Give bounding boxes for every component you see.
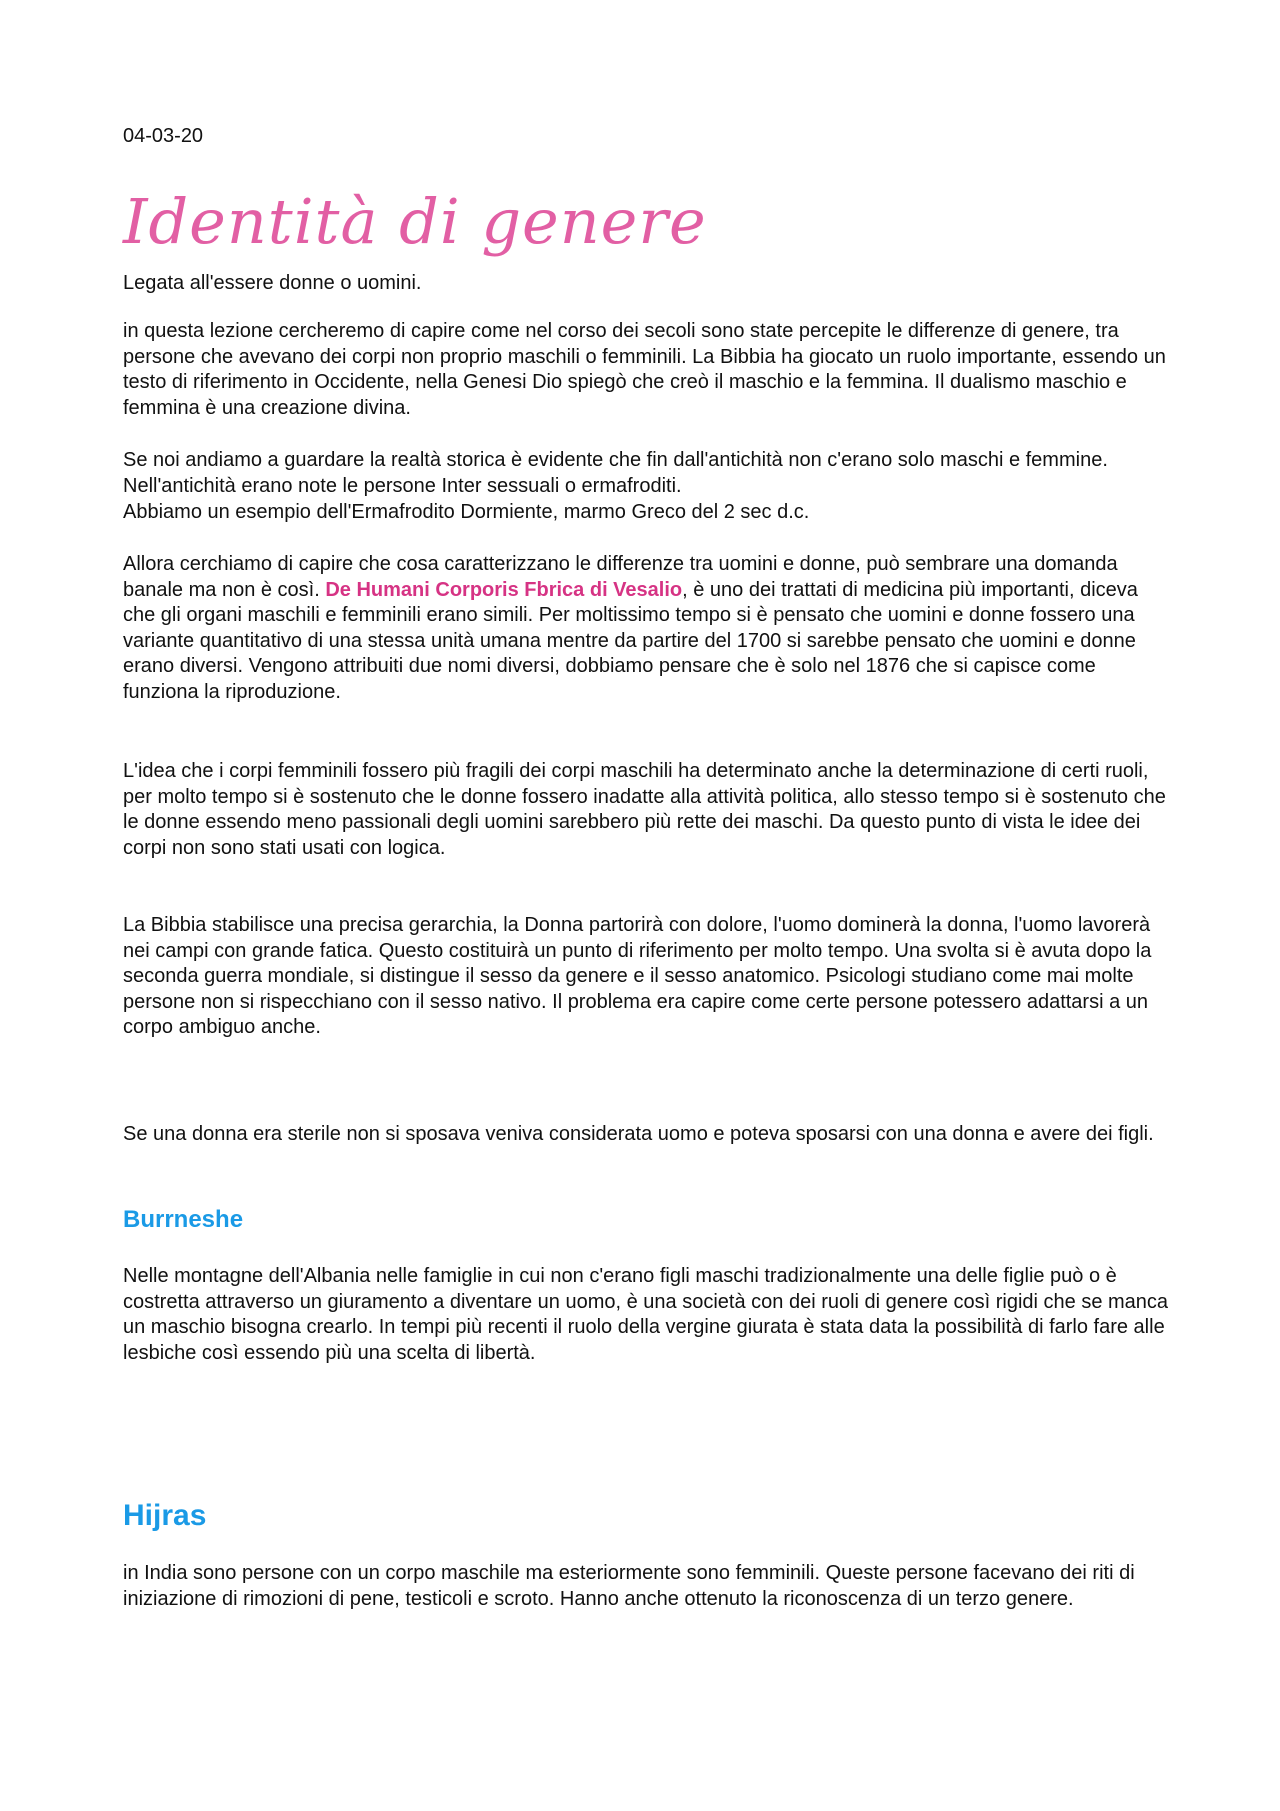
paragraph-history: Se noi andiamo a guardare la realtà storica è evidente che fin dall'antichità non c'erano solo maschi e femmine. Nell'antichità erano note le persone Inter sessuali o ermafroditi.	[123, 449, 1108, 497]
paragraph-hermaphrodite-example: Abbiamo un esempio dell'Ermafrodito Dormiente, marmo Greco del 2 sec d.c.	[123, 501, 810, 523]
paragraph-sterile-woman: Se una donna era sterile non si sposava veniva considerata uomo e poteva sposarsi con una donna e avere dei figli.	[123, 1123, 1154, 1145]
document-date: 04-03-20	[123, 125, 204, 147]
heading-hijras: Hijras	[123, 1499, 207, 1532]
paragraph-differences-text-1: Allora cerchiamo di capire che cosa caratterizzano le differenze tra uomini e donne, può sembrare una domanda banale ma non è così.	[123, 553, 1118, 601]
paragraph-intro: in questa lezione cercheremo di capire come nel corso dei secoli sono state percepite le differenze di genere, tra persone che avevano dei corpi non proprio maschili o femminili. La Bibbia ha giocato un ruolo importante, essendo un testo di riferimento in Occidente, nella Genesi Dio spiegò che creò il maschio e la femmina. Il dualismo maschio e femmina è una creazione divina.	[123, 320, 1166, 419]
paragraph-bible-hierarchy: La Bibbia stabilisce una precisa gerarchia, la Donna partorirà con dolore, l'uomo dominerà la donna, l'uomo lavorerà nei campi con grande fatica. Questo costituirà un punto di riferimento per molto tempo. Una svolta si è avuta dopo la seconda guerra mondiale, si distingue il sesso da genere e il sesso anatomico. Psicologi studiano come mai molte persone non si rispecchiano con il sesso nativo. Il problema era capire come certe persone potessero adattarsi a un corpo ambiguo anche.	[123, 914, 1152, 1039]
paragraph-burrneshe: Nelle montagne dell'Albania nelle famiglie in cui non c'erano figli maschi tradizionalmente una delle figlie può o è costretta attraverso un giuramento a diventare un uomo, è una società con dei ruoli di genere così rigidi che se manca un maschio bisogna crearlo. In tempi più recenti il ruolo della vergine giurata è stata data la possibilità di farlo fare alle lesbiche così essendo più una scelta di libertà.	[123, 1265, 1169, 1364]
paragraph-hijras: in India sono persone con un corpo maschile ma esteriormente sono femminili. Queste persone facevano dei riti di iniziazione di rimozioni di pene, testicoli e scroto. Hanno anche ottenuto la riconoscenza di un terzo genere.	[123, 1562, 1135, 1610]
paragraph-differences	[123, 552, 1173, 706]
page-title: Identità di genere	[123, 185, 707, 258]
paragraph-differences-text-2: , è uno dei trattati di medicina più importanti, diceva che gli organi maschili e femminili erano simili. Per moltissimo tempo si è pensato che uomini e donne fossero una variante quantitativo di una stessa unità umana mentre da partire del 1700 si sarebbe pensato che uomini e donne erano diversi. Vengono attribuiti due nomi diversi, dobbiamo pensare che è solo nel 1876 che si capisce come funziona la riproduzione.	[123, 578, 1138, 703]
page-subtitle: Legata all'essere donne o uomini.	[123, 272, 422, 294]
vesalio-reference: De Humani Corporis Fbrica di Vesalio	[325, 578, 683, 601]
paragraph-female-bodies: L'idea che i corpi femminili fossero più fragili dei corpi maschili ha determinato anche la determinazione di certi ruoli, per molto tempo si è sostenuto che le donne fossero inadatte alla attività politica, allo stesso tempo si è sostenuto che le donne essendo meno passionali degli uomini sarebbero più rette dei maschi. Da questo punto di vista le idee dei corpi non sono stati usati con logica.	[123, 760, 1166, 859]
heading-burrneshe: Burrneshe	[123, 1206, 244, 1233]
